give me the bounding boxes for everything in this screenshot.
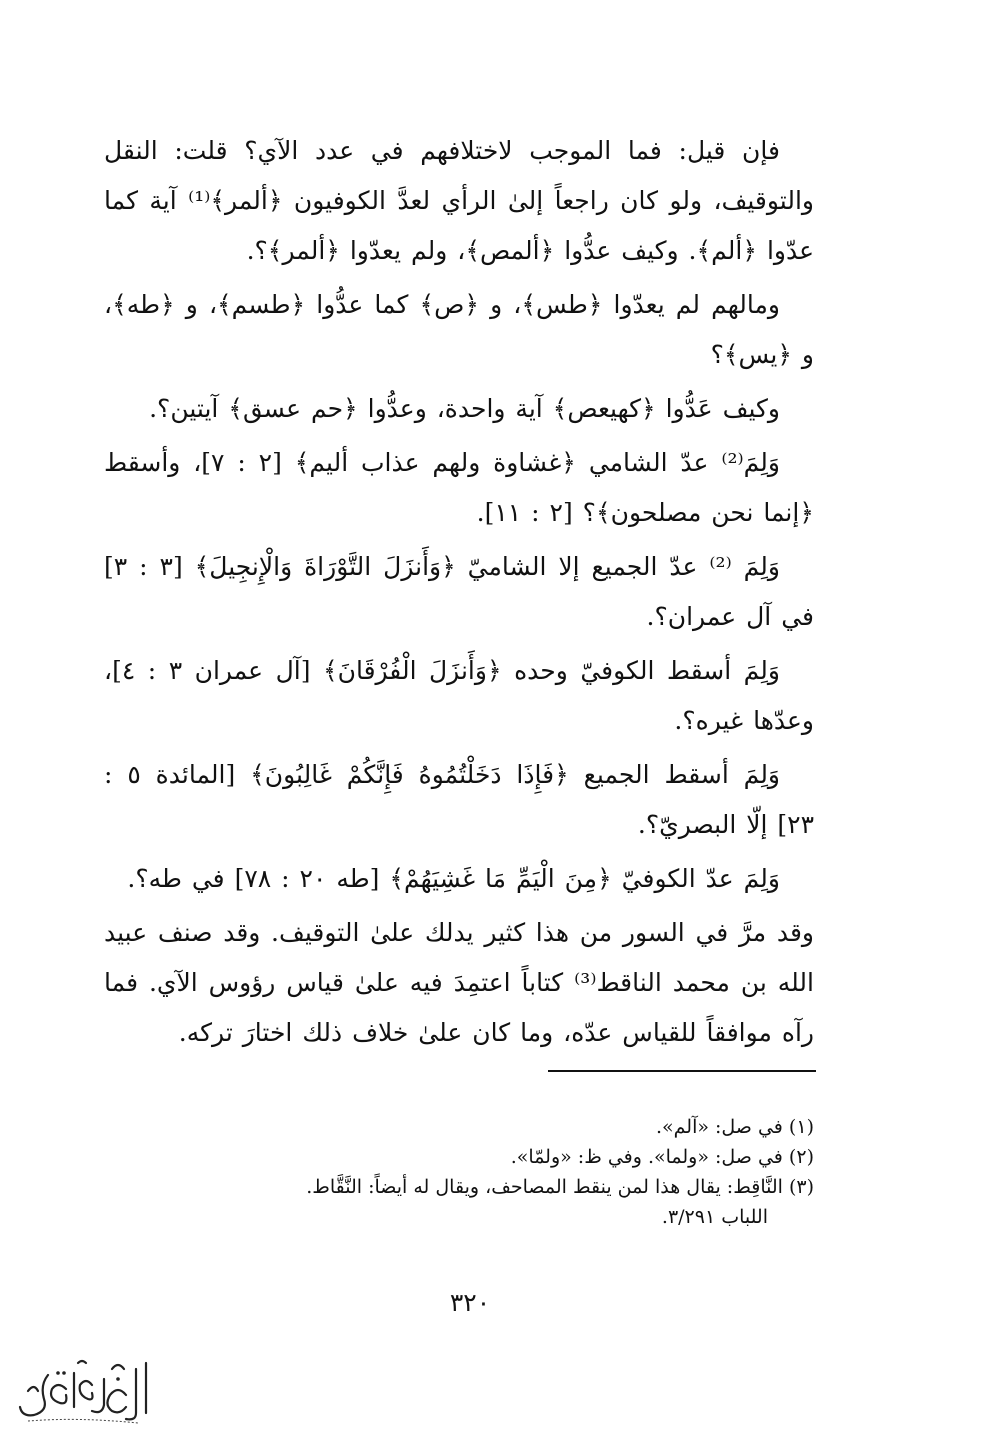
footnote-2: (٢) في صل: «ولما». وفي ظ: «ولمّا». (510, 1146, 814, 1168)
main-text-body (104, 126, 814, 1062)
footnote-3: (٣) النَّاقِط: يقال هذا لمن ينقط المصاحف، ويقال له أيضاً: النَّقَّاط. (306, 1176, 814, 1198)
paragraph-shami-ghishawa: وَلِمَ⁽²⁾ عدّ الشامي ﴿غشاوة ولهم عذاب أليم﴾ [٢ : ٧]، وأسقط ﴿إنما نحن مصلحون﴾؟ [٢ : ١١]. (104, 448, 814, 527)
paragraph-kaf-ha: وكيف عَدُّوا ﴿كهيعص﴾ آية واحدة، وعدُّوا ﴿حم عسق﴾ آيتين؟. (149, 394, 780, 423)
footnotes (250, 1112, 814, 1232)
paragraph-maidah: وَلِمَ أسقط الجميع ﴿فَإِذَا دَخَلْتُمُوهُ فَإِنَّكُمْ غَالِبُونَ﴾ [المائدة ٥ : ٢٣] إلّا البصريّ؟. (104, 760, 814, 839)
footnote-1: (١) في صل: «آلم». (655, 1116, 814, 1138)
paragraph-ta-sin: ومالهم لم يعدّوا ﴿طس﴾، و ﴿ص﴾ كما عدُّوا ﴿طسم﴾، و ﴿طه﴾، و ﴿يس﴾؟ (104, 290, 814, 369)
page-number: ٣٢٠ (449, 1288, 491, 1317)
paragraph-tawrat-injil: وَلِمَ ⁽²⁾ عدّ الجميع إلا الشاميّ ﴿وَأَنزَلَ التَّوْرَاةَ وَالْإِنجِيلَ﴾ [٣ : ٣] في آل عمران؟. (104, 552, 814, 631)
footnote-divider (548, 1070, 816, 1072)
paragraph-conclusion: وقد مرَّ في السور من هذا كثير يدلك علىٰ التوقيف. وقد صنف عبيد الله بن محمد الناقط⁽³⁾ كتاباً اعتمِدَ فيه علىٰ قياس رؤوس الآي. فما رآه موافقاً للقياس عدّه، وما كان علىٰ خلاف ذلك اختارَ تركه. (104, 918, 814, 1047)
paragraph-taha: وَلِمَ عدّ الكوفيّ ﴿مِنَ الْيَمِّ مَا غَشِيَهُمْ﴾ [طه ٢٠ : ٧٨] في طه؟. (127, 864, 780, 893)
paragraph-question-counting: فإن قيل: فما الموجب لاختلافهم في عدد الآي؟ قلت: النقل والتوقيف، ولو كان راجعاً إلىٰ الرأي لعدَّ الكوفيون ﴿ألمر﴾⁽¹⁾ آية كما عدّوا ﴿ألم﴾. وكيف عدُّوا ﴿ألمص﴾، ولم يعدّوا ﴿ألمر﴾؟. (104, 136, 814, 265)
paragraph-furqan: وَلِمَ أسقط الكوفيّ وحده ﴿وَأَنزَلَ الْفُرْقَانَ﴾ [آل عمران ٣ : ٤]، وعدّها غيره؟. (104, 656, 814, 735)
calligraphy-seal-icon (8, 1355, 158, 1427)
footnote-3-continuation: اللباب ٣/٢٩١. (661, 1206, 768, 1228)
